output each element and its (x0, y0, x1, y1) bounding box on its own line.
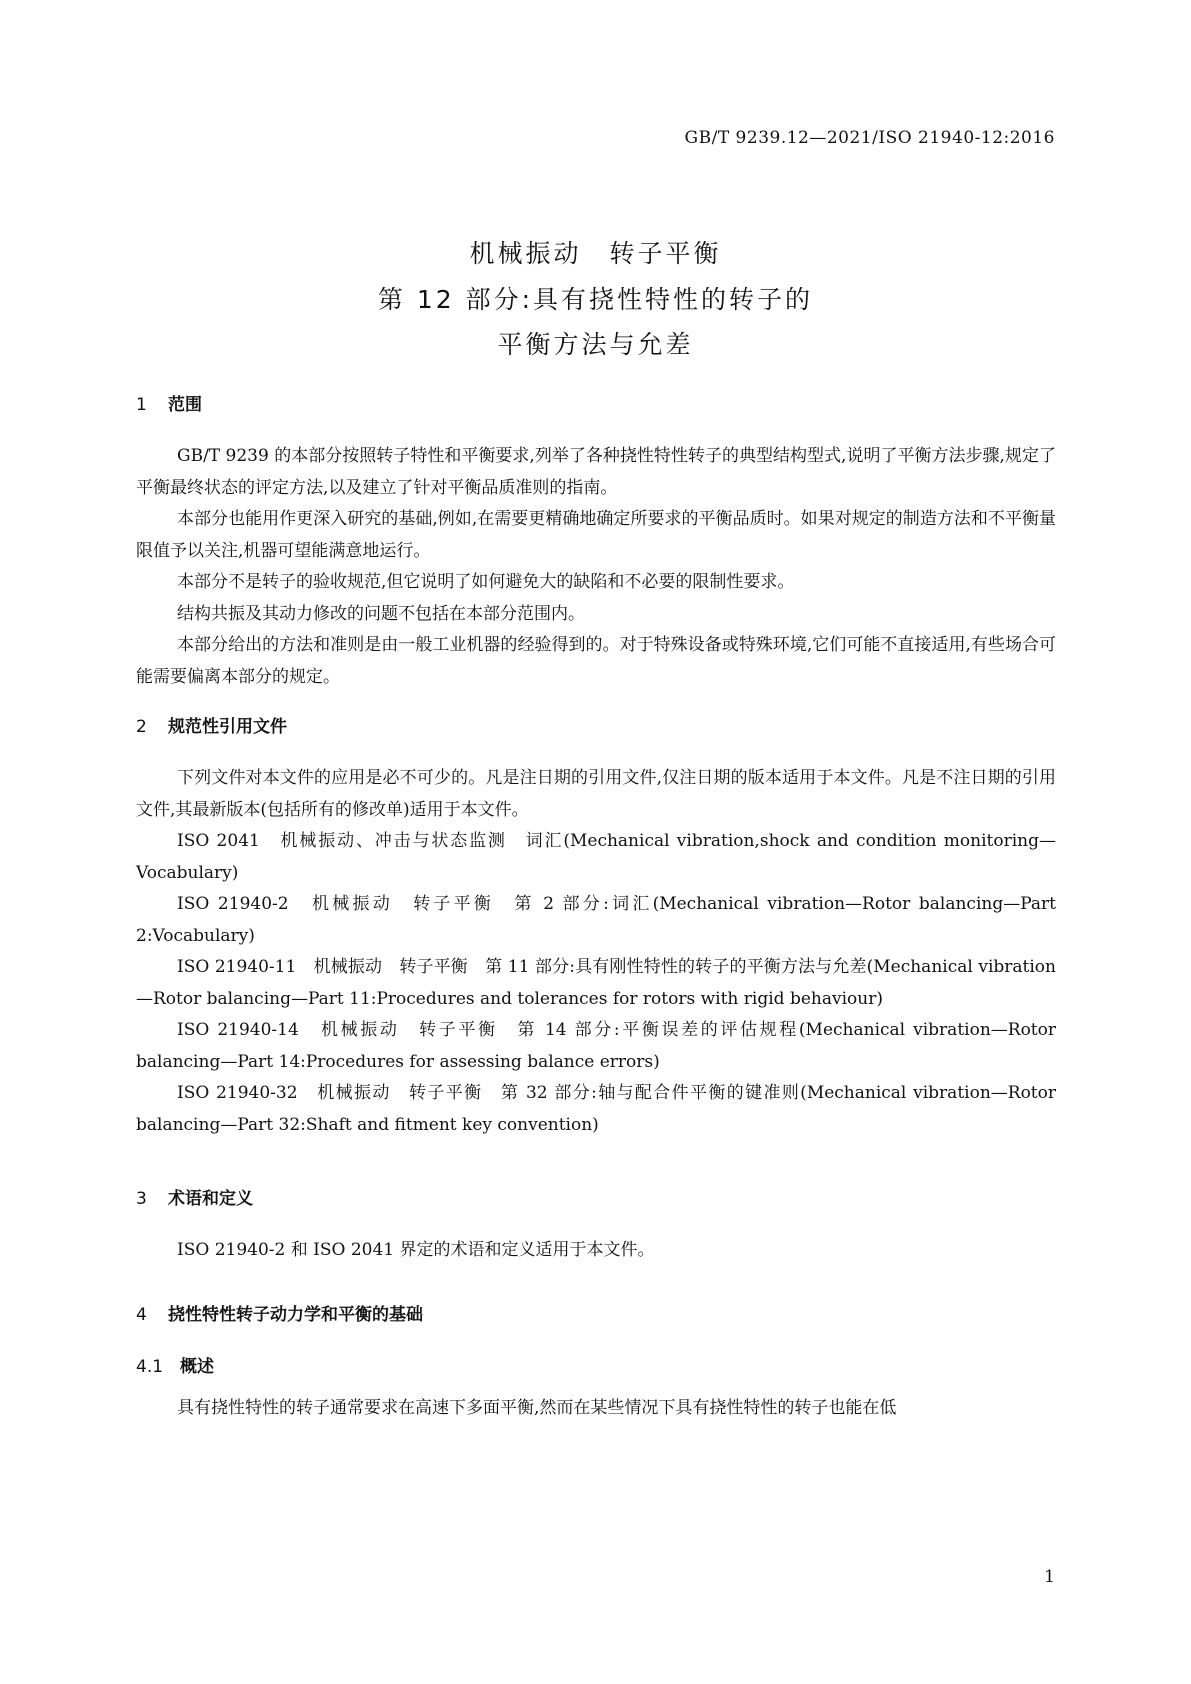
paragraph: 下列文件对本文件的应用是必不可少的。凡是注日期的引用文件,仅注日期的版本适用于本文件。凡是不注日期的引用文件,其最新版本(包括所有的修改单)适用于本文件。 (136, 768, 1056, 820)
section-title: 挠性特性转子动力学和平衡的基础 (168, 1305, 423, 1325)
paragraph: 本部分不是转子的验收规范,但它说明了如何避免大的缺陷和不必要的限制性要求。 (177, 572, 795, 592)
section-number: 4.1 (136, 1357, 164, 1377)
reference-item: ISO 2041 机械振动、冲击与状态监测 词汇(Mechanical vibration,shock and condition monitoring—Vocabulary) (136, 831, 1056, 883)
reference-item: ISO 21940-11 机械振动 转子平衡 第 11 部分:具有刚性特性的转子的平衡方法与允差(Mechanical vibration—Rotor balancing—Part 11:Procedures and tolerances for rotors with rigid behaviour) (136, 957, 1056, 1009)
paragraph: 本部分给出的方法和准则是由一般工业机器的经验得到的。对于特殊设备或特殊环境,它们可能不直接适用,有些场合可能需要偏离本部分的规定。 (136, 635, 1056, 687)
section-1-body (136, 441, 1056, 693)
reference-item: ISO 21940-14 机械振动 转子平衡 第 14 部分:平衡误差的评估规程(Mechanical vibration—Rotor balancing—Part 14:Procedures for assessing balance errors) (136, 1020, 1056, 1072)
page-number: 1 (1044, 1567, 1055, 1587)
section-1-heading (136, 390, 202, 415)
section-4-heading (136, 1300, 423, 1325)
paragraph: ISO 21940-2 和 ISO 2041 界定的术语和定义适用于本文件。 (177, 1240, 655, 1260)
paragraph: 结构共振及其动力修改的问题不包括在本部分范围内。 (177, 603, 585, 624)
title-line-2: 第 12 部分:具有挠性特性的转子的 (377, 285, 814, 314)
section-number: 1 (136, 395, 147, 415)
standard-code: GB/T 9239.12—2021/ISO 21940-12:2016 (684, 128, 1055, 148)
section-title: 概述 (180, 1357, 214, 1377)
section-title: 范围 (168, 395, 202, 415)
reference-item: ISO 21940-2 机械振动 转子平衡 第 2 部分:词汇(Mechanical vibration—Rotor balancing—Part 2:Vocabulary) (136, 894, 1056, 946)
section-number: 2 (136, 717, 147, 737)
title-line-1: 机械振动 转子平衡 (469, 239, 722, 268)
paragraph: 本部分也能用作更深入研究的基础,例如,在需要更精确地确定所要求的平衡品质时。如果对规定的制造方法和不平衡量限值予以关注,机器可望能满意地运行。 (136, 509, 1056, 561)
section-title: 规范性引用文件 (168, 717, 287, 737)
section-4-1-heading (136, 1352, 214, 1377)
paragraph: GB/T 9239 的本部分按照转子特性和平衡要求,列举了各种挠性特性转子的典型结构型式,说明了平衡方法步骤,规定了平衡最终状态的评定方法,以及建立了针对平衡品质准则的指南。 (136, 446, 1056, 498)
section-number: 4 (136, 1305, 147, 1325)
paragraph: 具有挠性特性的转子通常要求在高速下多面平衡,然而在某些情况下具有挠性特性的转子也能在低 (177, 1398, 897, 1418)
section-2-body (136, 763, 1056, 1141)
section-2-heading (136, 712, 287, 737)
section-3-body (136, 1235, 1056, 1267)
title-line-3: 平衡方法与允差 (497, 330, 694, 359)
reference-item: ISO 21940-32 机械振动 转子平衡 第 32 部分:轴与配合件平衡的键准则(Mechanical vibration—Rotor balancing—Part 32:Shaft and fitment key convention) (136, 1083, 1056, 1135)
section-3-heading (136, 1184, 253, 1209)
section-title: 术语和定义 (168, 1189, 253, 1209)
section-4-1-body (136, 1393, 1056, 1425)
section-number: 3 (136, 1189, 147, 1209)
